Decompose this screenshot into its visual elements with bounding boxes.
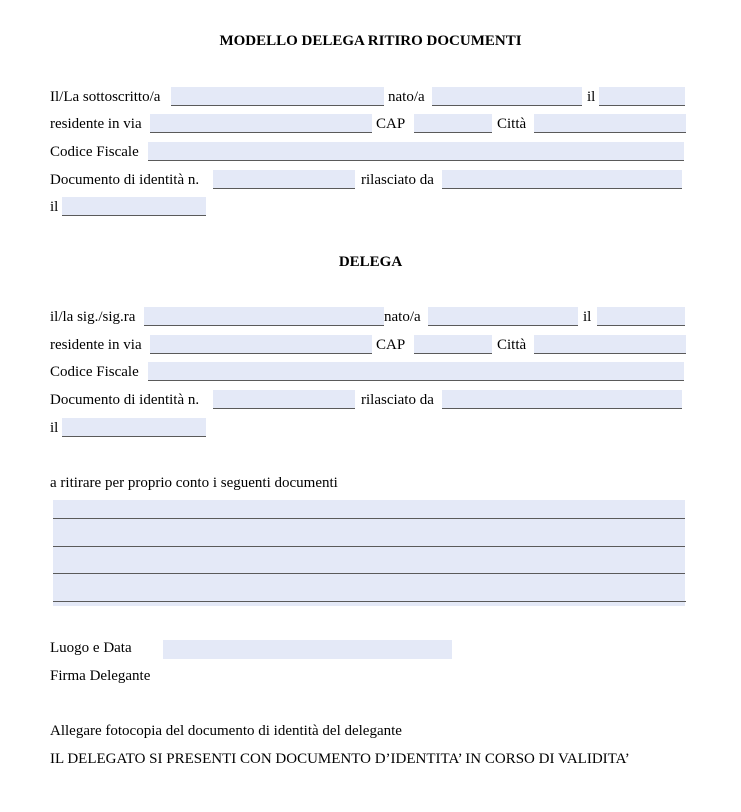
citta-label: Città: [497, 116, 527, 132]
document-number-field[interactable]: [213, 170, 355, 189]
documents-line: [53, 573, 685, 574]
birth-date-field[interactable]: [599, 87, 685, 106]
delegato-cap-field[interactable]: [414, 335, 492, 354]
address-field[interactable]: [150, 114, 372, 133]
nato-label: nato/a: [388, 89, 425, 105]
issue-date-field[interactable]: [62, 197, 206, 216]
delegato-citta-label: Città: [497, 337, 527, 353]
ritirare-label: a ritirare per proprio conto i seguenti documenti: [50, 475, 338, 491]
delegato-documento-label: Documento di identità n.: [50, 392, 200, 408]
cap-field[interactable]: [414, 114, 492, 133]
delegato-il-label: il: [583, 309, 592, 325]
city-field[interactable]: [534, 114, 686, 133]
issued-by-field[interactable]: [442, 170, 682, 189]
documents-line: [53, 546, 685, 547]
cap-label: CAP: [376, 116, 406, 132]
documento-label: Documento di identità n.: [50, 172, 200, 188]
delegato-codice-fiscale-field[interactable]: [148, 362, 684, 381]
documents-textarea[interactable]: [53, 500, 685, 606]
delegato-rilasciato-label: rilasciato da: [361, 392, 434, 408]
delegato-city-field[interactable]: [534, 335, 686, 354]
documents-line: [53, 518, 685, 519]
luogo-data-field[interactable]: [163, 640, 452, 659]
delegato-residente-label: residente in via: [50, 337, 142, 353]
delegato-nato-label: nato/a: [384, 309, 421, 325]
firma-label: Firma Delegante: [50, 668, 151, 684]
delegato-name-label: il/la sig./sig.ra: [50, 309, 136, 325]
delegato-document-number-field[interactable]: [213, 390, 355, 409]
codice-fiscale-field[interactable]: [148, 142, 684, 161]
luogo-data-label: Luogo e Data: [50, 640, 132, 656]
delegato-codice-fiscale-label: Codice Fiscale: [50, 364, 139, 380]
sottoscritto-label: Il/La sottoscritto/a: [50, 89, 161, 105]
delegato-cap-label: CAP: [376, 337, 406, 353]
il-label: il: [587, 89, 596, 105]
rilasciato-label: rilasciato da: [361, 172, 434, 188]
nato-place-field[interactable]: [432, 87, 582, 106]
note-allegare: Allegare fotocopia del documento di identità del delegante: [50, 723, 402, 739]
delegato-address-field[interactable]: [150, 335, 372, 354]
page-title: MODELLO DELEGA RITIRO DOCUMENTI: [219, 33, 522, 49]
residente-label: residente in via: [50, 116, 142, 132]
sottoscritto-name-field[interactable]: [171, 87, 384, 106]
delegato-name-field[interactable]: [144, 307, 384, 326]
delegato-birth-date-field[interactable]: [597, 307, 685, 326]
note-delegato: IL DELEGATO SI PRESENTI CON DOCUMENTO D’IDENTITA’ IN CORSO DI VALIDITA’: [50, 751, 630, 767]
issue-date-label: il: [50, 199, 59, 215]
delegato-issue-date-field[interactable]: [62, 418, 206, 437]
delegato-issued-by-field[interactable]: [442, 390, 682, 409]
delegato-birth-place-field[interactable]: [428, 307, 578, 326]
documents-line: [53, 601, 686, 602]
codice-fiscale-label: Codice Fiscale: [50, 144, 139, 160]
delegato-issue-date-label: il: [50, 420, 59, 436]
delega-heading: DELEGA: [338, 254, 403, 270]
